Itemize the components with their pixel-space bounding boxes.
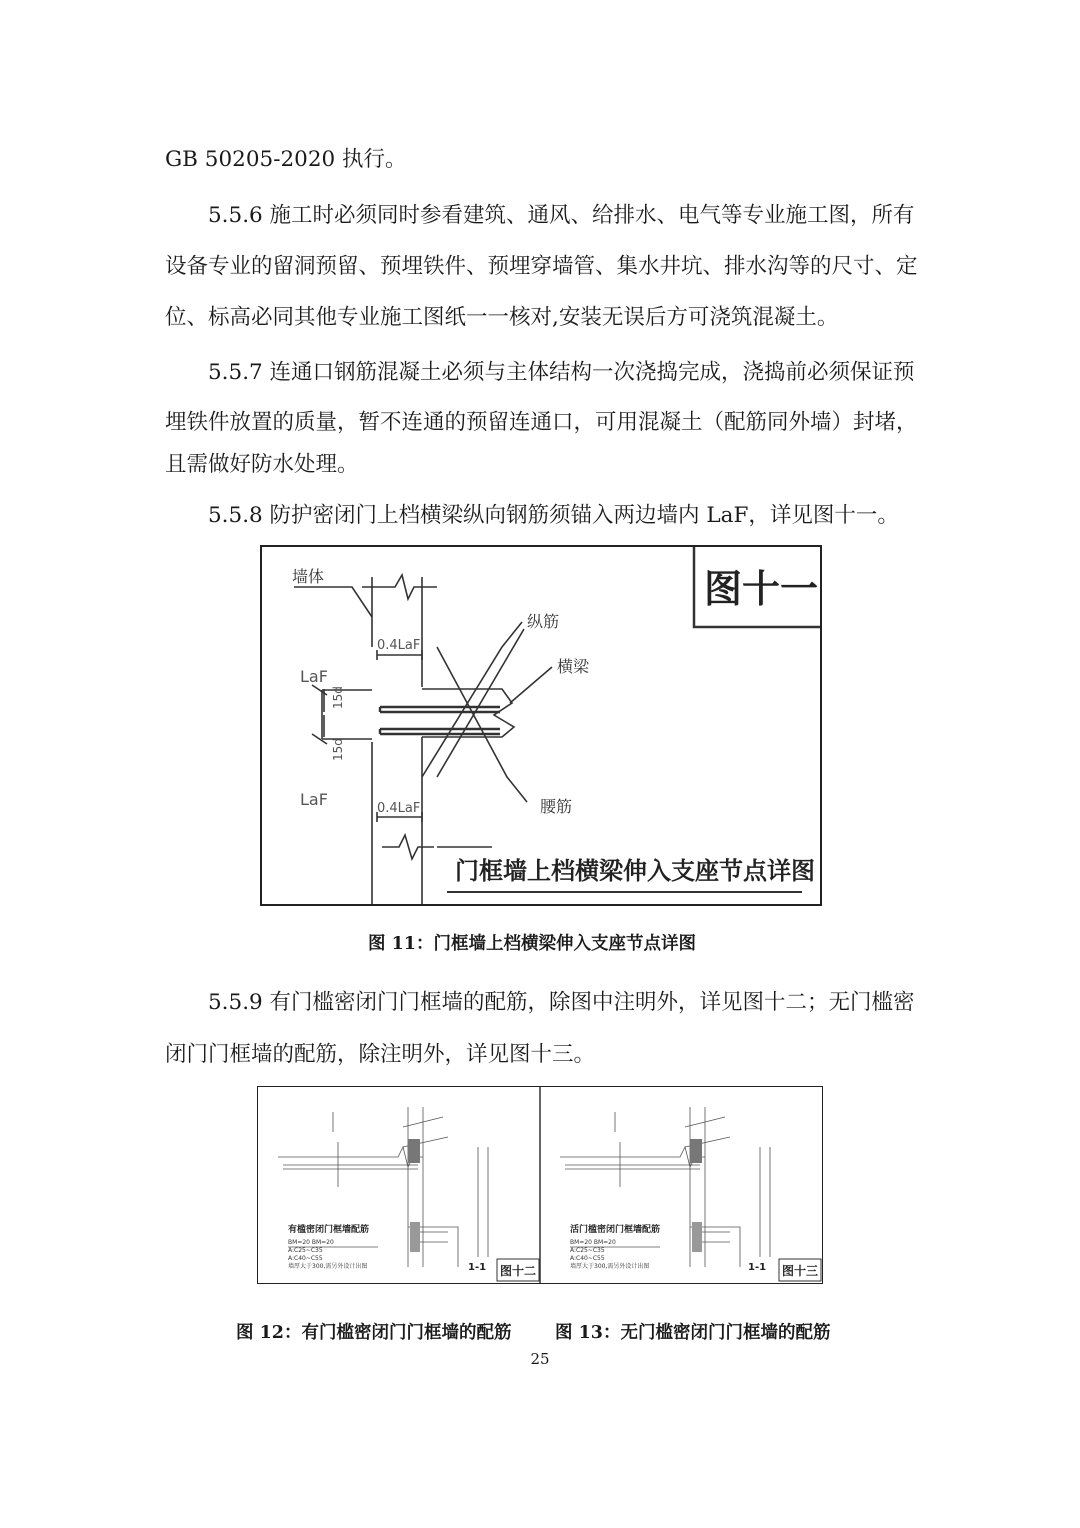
figure-12-tag: 图十二 bbox=[500, 1264, 537, 1278]
figure-12-13-drawing bbox=[258, 1087, 822, 1283]
figure-13-tag: 图十三 bbox=[782, 1264, 819, 1278]
dim-0-4laf-top: 0.4LaF bbox=[377, 638, 421, 653]
figure-12-note-2: A:C25~C35 bbox=[288, 1247, 323, 1254]
figure-13-heading: 活门槛密闭门框墙配筋 bbox=[570, 1225, 661, 1235]
dim-15d-1: 15d bbox=[331, 686, 345, 709]
dim-15d-2: 15d bbox=[331, 738, 345, 761]
paragraph-5-5-8: 5.5.8 防护密闭门上档横梁纵向钢筋须锚入两边墙内 LaF，详见图十一。 bbox=[208, 503, 899, 528]
paragraph-5-5-9-line2: 闭门门框墙的配筋，除注明外，详见图十三。 bbox=[165, 1042, 596, 1067]
page-number: 25 bbox=[530, 1350, 550, 1368]
figure-11-drawing bbox=[262, 547, 820, 904]
figure-13-note-4: 墙厚大于300,需另外设计出图 bbox=[570, 1263, 650, 1270]
wall-label: 墙体 bbox=[292, 567, 325, 586]
figure-11-detail bbox=[260, 545, 822, 906]
figure-11-tag: 图十一 bbox=[704, 567, 819, 611]
figure-13-note-3: A:C40~C55 bbox=[570, 1255, 605, 1262]
paragraph-5-5-9-line1: 5.5.9 有门槛密闭门门框墙的配筋，除图中注明外，详见图十二；无门槛密 bbox=[208, 990, 915, 1015]
long-bar-label: 纵筋 bbox=[527, 612, 560, 631]
figure-12-heading: 有槛密闭门框墙配筋 bbox=[288, 1225, 370, 1235]
figure-13-note-1: BM=20 BM=20 bbox=[570, 1239, 616, 1246]
figure-12-section: 1-1 bbox=[468, 1262, 487, 1273]
figure-13-section: 1-1 bbox=[748, 1262, 767, 1273]
paragraph-5-5-6-line1: 5.5.6 施工时必须同时参看建筑、通风、给排水、电气等专业施工图，所有 bbox=[208, 203, 915, 228]
laf-top-label: LaF bbox=[300, 667, 328, 686]
beam-label: 横梁 bbox=[557, 657, 590, 676]
figure-12-13-panel bbox=[257, 1086, 823, 1284]
figure-12-note-1: BM=20 BM=20 bbox=[288, 1239, 334, 1246]
laf-bottom-label: LaF bbox=[300, 790, 328, 809]
paragraph-5-5-6-line3: 位、标高必同其他专业施工图纸一一核对,安装无误后方可浇筑混凝土。 bbox=[165, 305, 839, 330]
figure-13-note-2: A:C25~C35 bbox=[570, 1247, 605, 1254]
waist-bar-label: 腰筋 bbox=[540, 797, 573, 816]
figure-12-note-4: 墙厚大于300,需另外设计出图 bbox=[288, 1263, 368, 1270]
paragraph-5-5-7-line1: 5.5.7 连通口钢筋混凝土必须与主体结构一次浇捣完成，浇捣前必须保证预 bbox=[208, 360, 915, 385]
figure-12-caption: 图 12：有门槛密闭门门框墙的配筋 bbox=[236, 1323, 512, 1343]
paragraph-gb-continuation: GB 50205-2020 执行。 bbox=[165, 147, 407, 172]
paragraph-5-5-6-line2: 设备专业的留洞预留、预埋铁件、预埋穿墙管、集水井坑、排水沟等的尺寸、定 bbox=[165, 254, 918, 279]
figure-11-caption: 图 11：门框墙上档横梁伸入支座节点详图 bbox=[368, 934, 696, 954]
paragraph-5-5-7-line2: 埋铁件放置的质量，暂不连通的预留连通口，可用混凝土（配筋同外墙）封堵， bbox=[165, 410, 918, 435]
figure-12-note-3: A:C40~C55 bbox=[288, 1255, 323, 1262]
figure-13-caption: 图 13：无门槛密闭门门框墙的配筋 bbox=[555, 1323, 831, 1343]
paragraph-5-5-7-line3: 且需做好防水处理。 bbox=[165, 452, 359, 477]
dim-0-4laf-bottom: 0.4LaF bbox=[377, 801, 421, 816]
figure-11-title: 门框墙上档横梁伸入支座节点详图 bbox=[455, 857, 815, 885]
